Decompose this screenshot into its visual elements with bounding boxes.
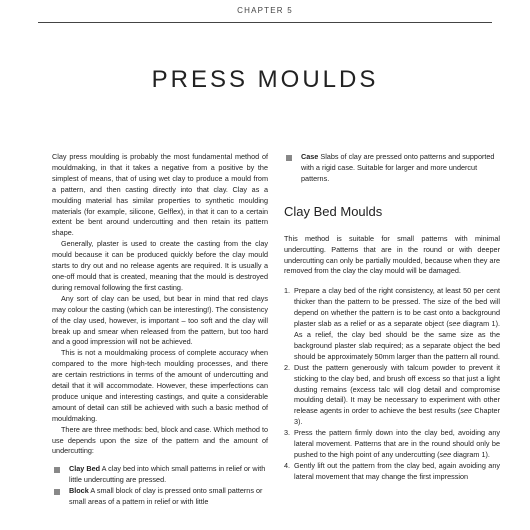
step-number: 2. <box>284 362 291 372</box>
list-term: Block <box>69 486 89 496</box>
section-intro: This method is suitable for small patterns with minimal undercutting. Patterns that are in the round or with deeper undercutting can only be partially moulded, because when they are removed from the clay the clay mould will be damaged. <box>284 233 500 276</box>
step-number: 1. <box>284 286 291 296</box>
step-item <box>284 363 500 428</box>
list-text: Slabs of clay are pressed onto patterns and supported with a rigid case. Suitable for larger and more undercut patterns. <box>301 152 495 183</box>
step-italic: see <box>439 449 452 459</box>
step-item <box>284 461 500 483</box>
list-term: Case <box>301 152 319 161</box>
left-column <box>52 152 268 508</box>
list-item <box>52 464 268 486</box>
step-text: Prepare a clay bed of the right consistency, at least 50 per cent thicker than the pattern to be pressed. The size of the bed will depend on whether the pattern is to be cast onto a background plaster slab as a relief or as a separate object ( <box>294 286 500 329</box>
step-text: Press the pattern firmly down into the clay bed, avoiding any lateral movement. Patterns that are in the round should only be pushed to the high point of any undercutting ( <box>294 428 500 459</box>
chapter-header <box>38 0 492 23</box>
right-column <box>284 152 500 483</box>
step-italic: see <box>460 406 473 416</box>
step-text: diagram 1). As a relief, the clay bed should be the same size as the background plaster slab required; as a separate object the bed should be approximately 50mm larger than the pattern all round. <box>294 319 500 361</box>
body-paragraph: Generally, plaster is used to create the casting from the clay mould because it can be produced quickly before the clay mould starts to dry out and no release agents are required. It is usually a one-off mould that is created, meaning that the mould is destroyed during removal following the first casting. <box>52 239 268 292</box>
chapter-label: CHAPTER 5 <box>237 6 293 15</box>
list-text: A clay bed into which small patterns in relief or with little undercutting are pressed. <box>69 464 266 485</box>
step-text: Dust the pattern generously with talcum powder to prevent it sticking to the clay bed, and brush off excess so that just a light dusting remains (excess talc will clog detail and compromise moulding detail). It may be necessary to experiment with other release agents in order to achieve the best results ( <box>294 362 500 416</box>
list-term: Clay Bed <box>69 464 101 474</box>
list-item <box>52 486 268 508</box>
step-text: diagram 1). <box>451 449 490 459</box>
step-italic: see <box>448 319 461 329</box>
step-item <box>284 286 500 362</box>
chapter-title: PRESS MOULDS <box>151 66 379 94</box>
method-list-continued <box>284 152 500 185</box>
body-paragraph: Clay press moulding is probably the most fundamental method of mouldmaking, in that it takes a negative from a positive by the simplest of means, that of using wet clay to produce a mould from a pattern, and then casting directly into that clay. Clay as a moulding material has similar properties to synthetic moulding materials (for example, silicone, Gelflex), in that it can to a certain extent be bent around undercutting and then retain its pattern shape. <box>52 152 268 238</box>
square-bullet-icon <box>54 467 60 473</box>
list-item <box>284 152 500 185</box>
square-bullet-icon <box>54 489 60 495</box>
step-number: 4. <box>284 460 291 470</box>
list-text: A small block of clay is pressed onto small patterns or small areas of a pattern in relief or with little <box>69 486 263 507</box>
square-bullet-icon <box>286 155 292 161</box>
step-text: Gently lift out the pattern from the clay bed, again avoiding any lateral movement that may change the first impression <box>294 460 500 481</box>
body-paragraph: This is not a mouldmaking process of complete accuracy when compared to the more high-tech moulding processes, and there are certain restrictions in terms of the amount of undercutting and detail that it will accommodate. However, these imperfections can produce unique and interesting castings, and quite a considerable amount of detail can still be achieved with such a basic method of mouldmaking. <box>52 348 268 423</box>
body-paragraph: There are three methods: bed, block and case. Which method to use depends upon the size of the pattern and the amount of undercutting: <box>52 424 268 456</box>
step-text: Chapter 3). <box>294 406 501 427</box>
method-list <box>52 464 268 508</box>
body-paragraph: Any sort of clay can be used, but bear in mind that red clays may colour the casting (which can be interesting!). The consistency of the clay used, however, is important – too soft and the clay will break up and smear when released from the pattern, but too hard and a good impression will not be achieved. <box>52 293 268 347</box>
steps-list <box>284 286 500 482</box>
section-heading: Clay Bed Moulds <box>284 203 383 219</box>
step-number: 3. <box>284 428 291 438</box>
step-item <box>284 428 500 461</box>
